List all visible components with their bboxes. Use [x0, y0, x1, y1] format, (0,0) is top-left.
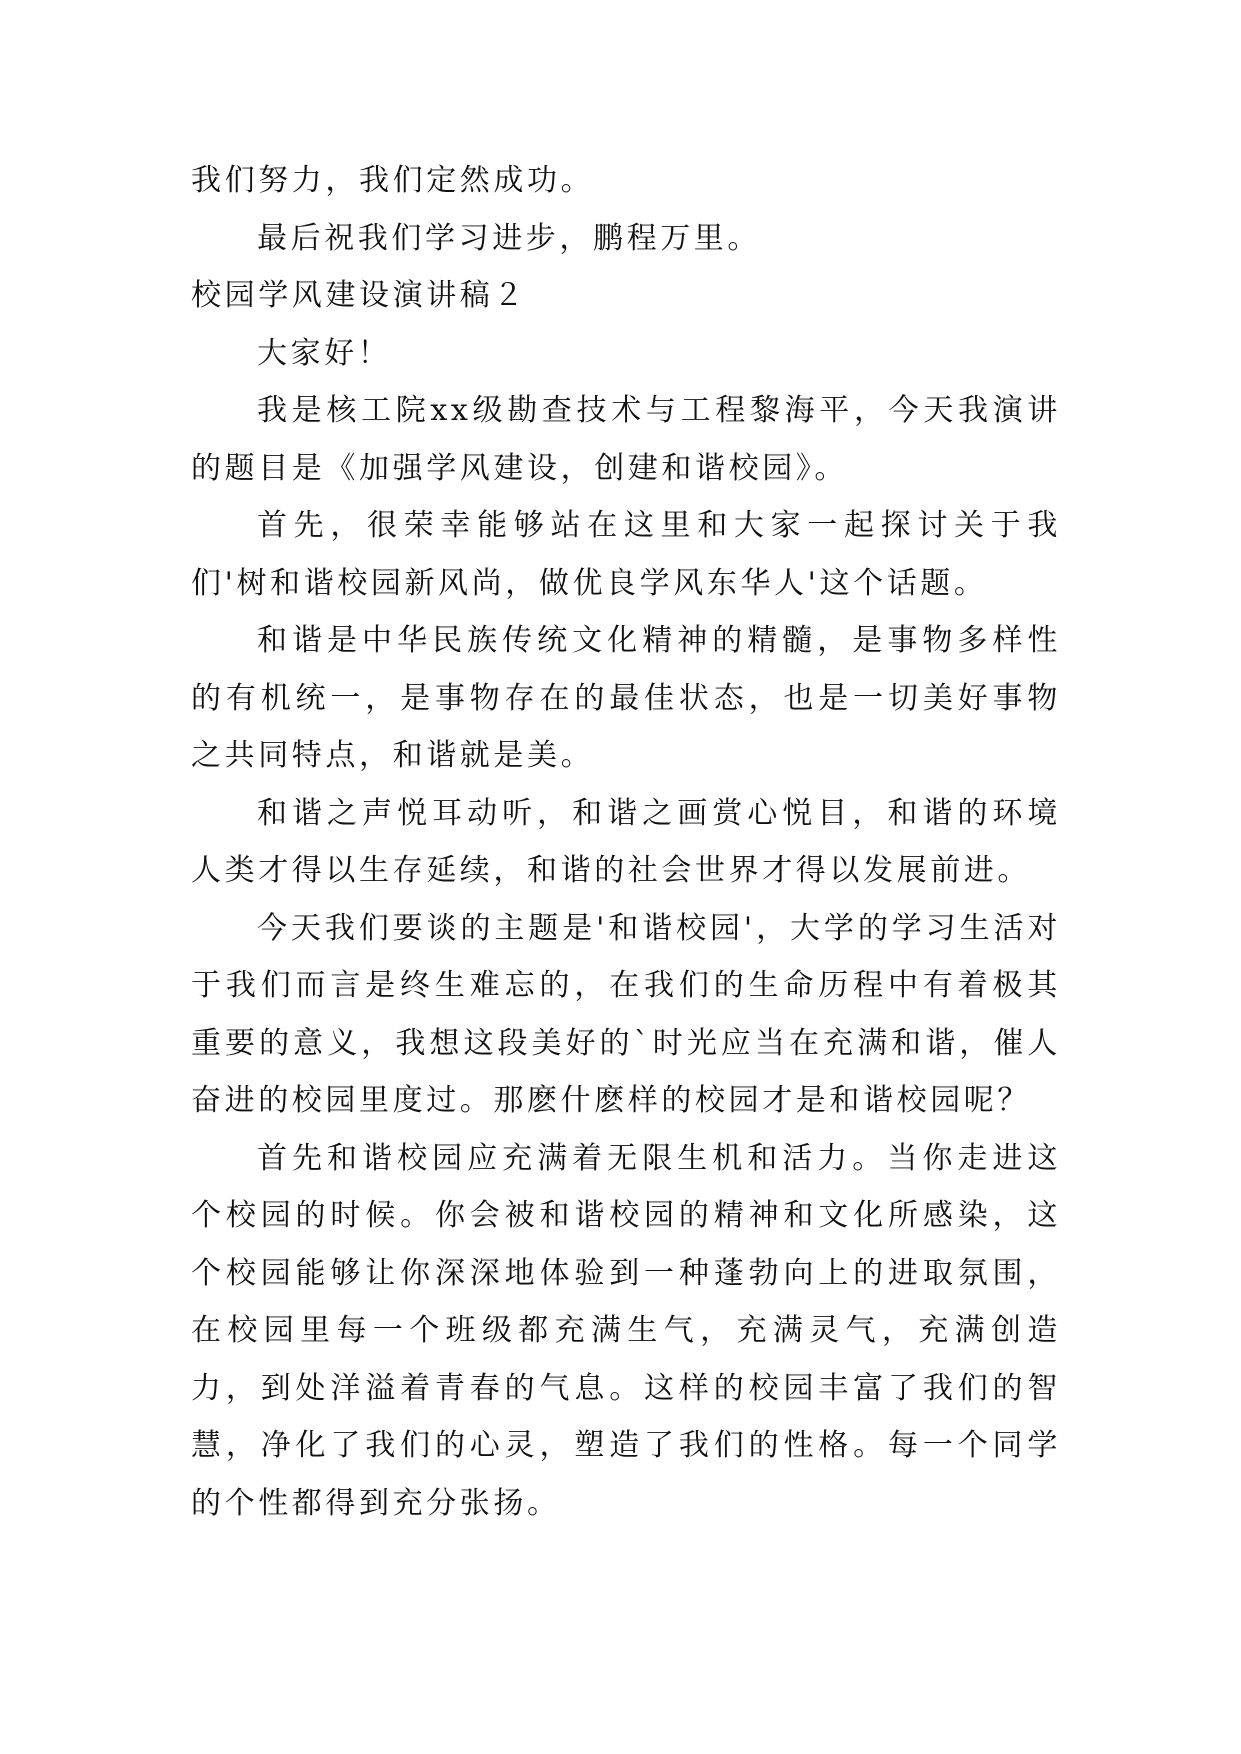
paragraph: 我是核工院xx级勘查技术与工程黎海平，今天我演讲的题目是《加强学风建设，创建和谐校园》。 — [191, 393, 1061, 486]
section-heading: 校园学风建设演讲稿２ — [191, 278, 527, 313]
paragraph: 首先和谐校园应充满着无限生机和活力。当你走进这个校园的时候。你会被和谐校园的精神和文化所感染，这个校园能够让你深深地体验到一种蓬勃向上的进取氛围，在校园里每一个班级都充满生气，充满灵气，充满创造力，到处洋溢着青春的气息。这样的校园丰富了我们的智慧，净化了我们的心灵，塑造了我们的性格。每一个同学的个性都得到充分张扬。 — [191, 1140, 1061, 1521]
paragraph: 和谐之声悦耳动听，和谐之画赏心悦目，和谐的环境人类才得以生存延续，和谐的社会世界才得以发展前进。 — [191, 795, 1061, 888]
paragraph: 最后祝我们学习进步，鹏程万里。 — [257, 220, 761, 256]
greeting: 大家好！ — [257, 335, 392, 371]
paragraph: 今天我们要谈的主题是'和谐校园'，大学的学习生活对于我们而言是终生难忘的，在我们的生命历程中有着极其重要的意义，我想这段美好的`时光应当在充满和谐，催人奋进的校园里度过。那麽什麽样的校园才是和谐校园呢？ — [191, 910, 1061, 1118]
paragraph: 我们努力，我们定然成功。 — [191, 163, 595, 198]
paragraph: 和谐是中华民族传统文化精神的精髓，是事物多样性的有机统一，是事物存在的最佳状态，也是一切美好事物之共同特点，和谐就是美。 — [191, 623, 1061, 773]
paragraph: 首先，很荣幸能够站在这里和大家一起探讨关于我们'树和谐校园新风尚，做优良学风东华人'这个话题。 — [191, 508, 1061, 601]
document-body — [191, 152, 1061, 1532]
